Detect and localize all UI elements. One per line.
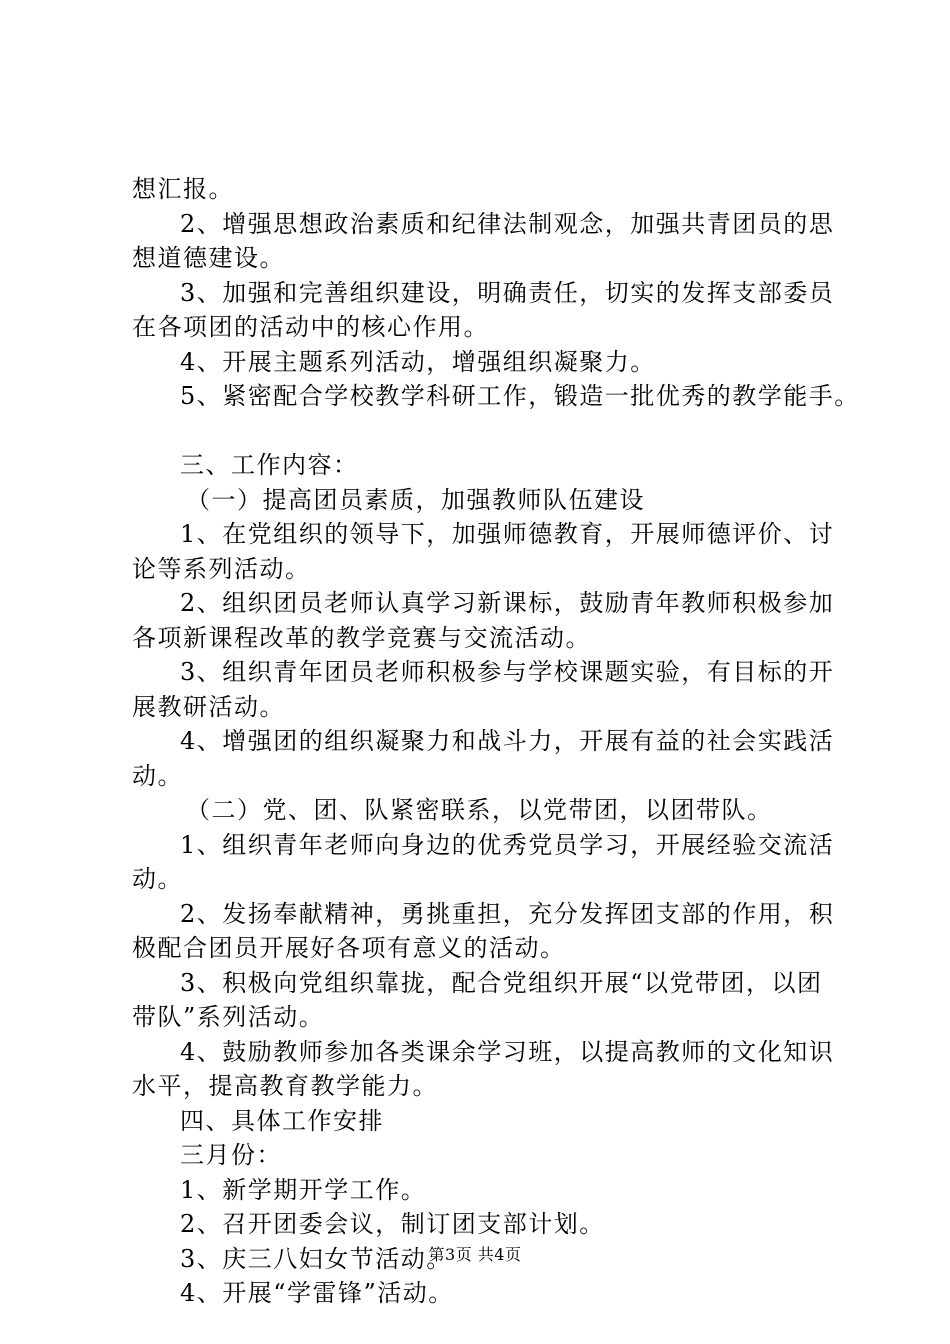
body-line: 水平，提高教育教学能力。 — [132, 1072, 438, 1100]
section-heading: 三、工作内容： — [180, 451, 359, 479]
body-line: 4、鼓励教师参加各类课余学习班，以提高教师的文化知识 — [180, 1037, 835, 1066]
list-item: 2、召开团委会议，制订团支部计划。 — [180, 1210, 605, 1238]
body-line: 1、组织青年老师向身边的优秀党员学习，开展经验交流活 — [180, 830, 835, 859]
document-body — [132, 172, 860, 1311]
body-line: 5、紧密配合学校教学科研工作，锻造一批优秀的教学能手。 — [180, 382, 860, 410]
body-line: 各项新课程改革的教学竞赛与交流活动。 — [132, 623, 591, 652]
section-heading: 四、具体工作安排 — [180, 1106, 384, 1135]
body-line: 4、开展主题系列活动，增强组织凝聚力。 — [180, 347, 656, 376]
body-line: 动。 — [132, 761, 183, 790]
page-number-footer: 第3页 共4页 — [428, 1245, 522, 1264]
body-line: 2、发扬奉献精神，勇挑重担，充分发挥团支部的作用，积 — [180, 899, 835, 928]
subsection-heading: （一）提高团员素质，加强教师队伍建设 — [186, 485, 645, 514]
list-item: 4、开展“学雷锋”活动。 — [180, 1279, 454, 1307]
body-line: 3、加强和完善组织建设，明确责任，切实的发挥支部委员 — [180, 278, 835, 307]
body-line: 论等系列活动。 — [132, 554, 311, 583]
body-line: 想道德建设。 — [132, 244, 285, 272]
body-line: 3、积极向党组织靠拢，配合党组织开展“以党带团，以团 — [180, 968, 823, 997]
subsection-heading: （二）党、团、队紧密联系，以党带团，以团带队。 — [186, 796, 773, 824]
body-line: 在各项团的活动中的核心作用。 — [132, 313, 489, 341]
month-heading: 三月份： — [180, 1141, 282, 1169]
body-line: 展教研活动。 — [132, 692, 285, 721]
body-line: 想汇报。 — [132, 175, 234, 203]
body-line: 1、在党组织的领导下，加强师德教育，开展师德评价、讨 — [180, 520, 835, 548]
blank-line — [132, 414, 852, 449]
list-item: 1、新学期开学工作。 — [180, 1175, 427, 1204]
body-line: 极配合团员开展好各项有意义的活动。 — [132, 934, 566, 962]
body-line: 2、组织团员老师认真学习新课标，鼓励青年教师积极参加 — [180, 589, 835, 617]
body-line: 4、增强团的组织凝聚力和战斗力，开展有益的社会实践活 — [180, 727, 835, 755]
body-line: 3、组织青年团员老师积极参与学校课题实验，有目标的开 — [180, 658, 835, 686]
body-line: 带队”系列活动。 — [132, 1003, 325, 1031]
body-line: 动。 — [132, 865, 183, 893]
body-line: 2、增强思想政治素质和纪律法制观念，加强共青团员的思 — [180, 209, 835, 238]
list-item: 3、庆三八妇女节活动。 — [180, 1244, 452, 1273]
